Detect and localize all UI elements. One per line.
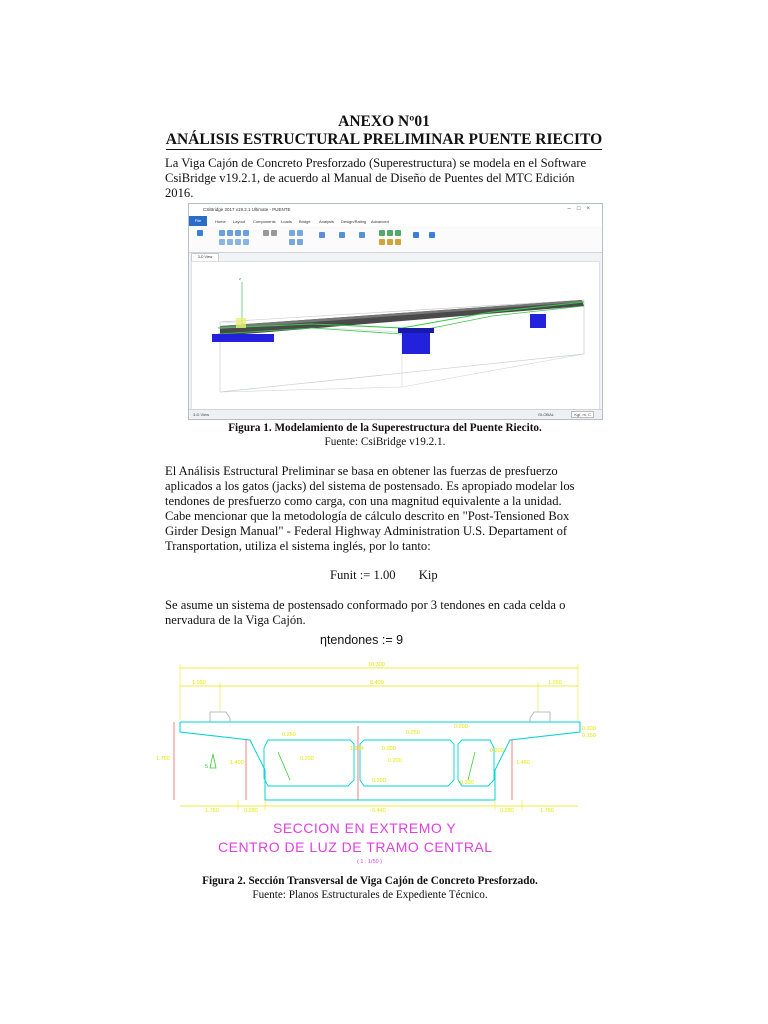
cross-section-drawing — [150, 660, 600, 865]
bridge-3d-model — [192, 262, 599, 409]
svg-text:0.200: 0.200 — [582, 726, 596, 732]
view-tab: 3-D View — [191, 253, 219, 262]
svg-text:0.300: 0.300 — [460, 780, 474, 786]
svg-text:0.200: 0.200 — [388, 758, 402, 764]
document-title: ANÁLISIS ESTRUCTURAL PRELIMINAR PUENTE RIECITO — [165, 131, 603, 148]
csibridge-screenshot — [188, 203, 603, 420]
annex-number: ANEXO Nº01 — [338, 113, 430, 130]
body2-paragraph: Se asume un sistema de postensado conformado por 3 tendones en cada celda o nervadura de la Viga Cajón. — [165, 598, 566, 627]
drawing-title-line2: CENTRO DE LUZ DE TRAMO CENTRAL — [218, 839, 493, 855]
svg-text:0.150: 0.150 — [582, 733, 596, 739]
figure2-source: Fuente: Planos Estructurales de Expediente Técnico. — [252, 889, 488, 901]
svg-text:6.440: 6.440 — [372, 808, 386, 814]
svg-text:0.200: 0.200 — [300, 756, 314, 762]
svg-text:1.750: 1.750 — [540, 808, 554, 814]
svg-text:0.200: 0.200 — [490, 748, 504, 754]
svg-text:0.280: 0.280 — [244, 808, 258, 814]
window-title: CSiBridge 2017 v19.2.1 Ultimate - PUENTE — [203, 207, 291, 212]
dim-height: 1.750 — [156, 756, 170, 762]
figure1-caption: Figura 1. Modelamiento de la Superestructura del Puente Riecito. — [228, 422, 542, 434]
svg-text:0.250: 0.250 — [282, 732, 296, 738]
svg-text:0.200: 0.200 — [372, 778, 386, 784]
body-paragraph: El Análisis Estructural Preliminar se basa en obtener las fuerzas de presfuerzo aplicados a los gatos (jacks) del sistema de postensado. Es apropiado modelar los tendones de presfuerzo como carga, con una magnitud equivalente a la unidad. Cabe mencionar que la metodología de cálculo descrito en "Post-Tensioned Box Girder Design Manual" - Federal Highway Administration U.S. Departament of Transportation, utiliza el sistema inglés, por lo tanto: — [165, 464, 575, 553]
svg-text:0.200: 0.200 — [454, 724, 468, 730]
svg-text:1.750: 1.750 — [205, 808, 219, 814]
svg-text:1.400: 1.400 — [230, 760, 244, 766]
dim-top-right: 1.050 — [548, 680, 562, 686]
dim-top-center: 8.400 — [370, 680, 384, 686]
figure1-source: Fuente: CsiBridge v19.2.1. — [324, 436, 446, 448]
figure2-caption: Figura 2. Sección Transversal de Viga Cajón de Concreto Presforzado. — [202, 875, 538, 887]
ribbon-toolbar — [189, 226, 602, 253]
ribbon-tabs: File Home Layout Components Loads Bridge Analysis Design/Rating Advanced — [189, 216, 602, 227]
status-bar: 3-D View GLOBAL Kgf, m, C — [189, 409, 602, 419]
formula-tendones: ηtendones := 9 — [320, 633, 404, 647]
svg-text:0.280: 0.280 — [500, 808, 514, 814]
drawing-title-line1: SECCION EN EXTREMO Y — [273, 820, 457, 836]
formula-funit: Funit := 1.00 Kip — [330, 568, 438, 582]
dim-total: 10.300 — [368, 662, 385, 668]
dim-top-left: 1.050 — [192, 680, 206, 686]
svg-text:0.250: 0.250 — [406, 730, 420, 736]
drawing-scale: ( 1 : 1/50 ) — [357, 859, 383, 865]
3d-viewport — [191, 261, 600, 410]
svg-text:0.300: 0.300 — [382, 746, 396, 752]
svg-text:z: z — [239, 276, 241, 281]
svg-text:1.834: 1.834 — [350, 746, 364, 752]
svg-text:1.460: 1.460 — [516, 760, 530, 766]
window-controls: –□× — [567, 206, 596, 212]
svg-text:5: 5 — [205, 764, 209, 770]
intro-paragraph: La Viga Cajón de Concreto Presforzado (Superestructura) se modela en el Software CsiBridge v19.2.1, de acuerdo al Manual de Diseño de Puentes del MTC Edición 2016. — [165, 156, 587, 200]
